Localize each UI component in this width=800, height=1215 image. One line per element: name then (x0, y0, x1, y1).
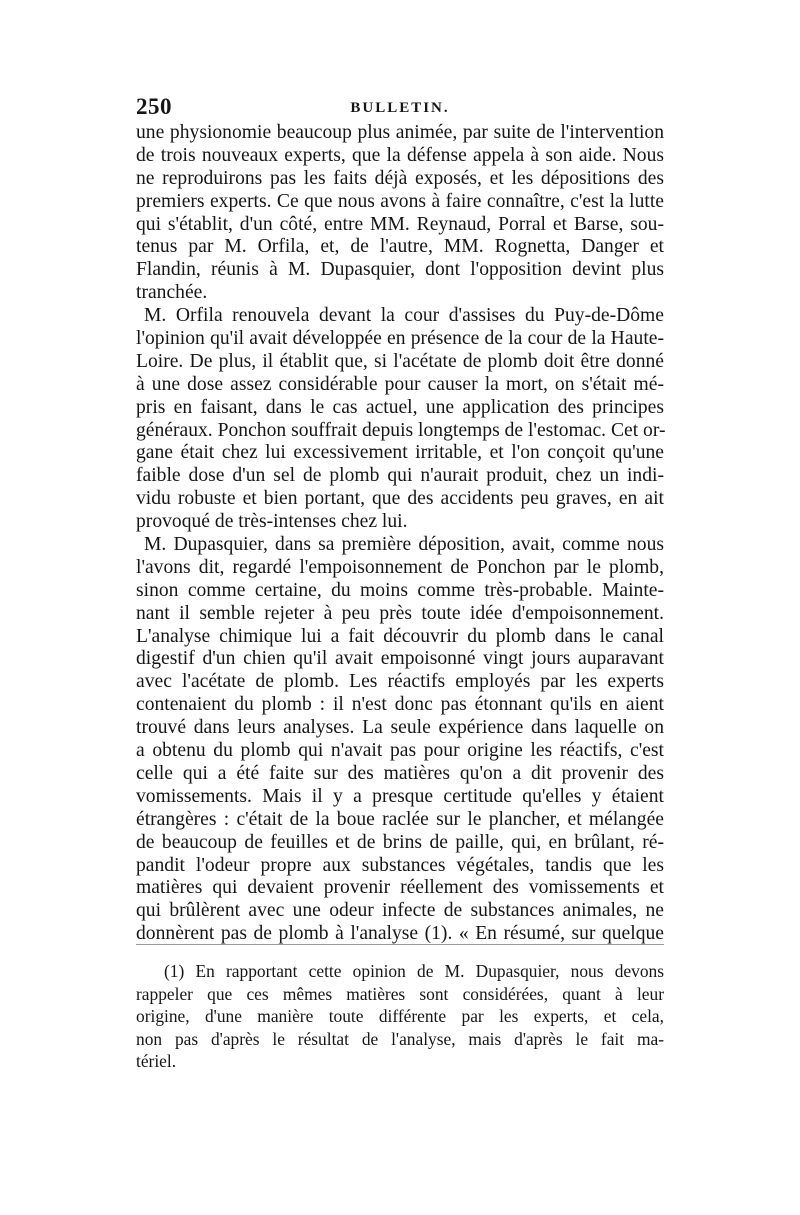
footnote-line: (1) En rapportant cette opinion de M. Dupasquier, nous devons (164, 961, 664, 981)
text-line: donnèrent pas de plomb à l'analyse (1). « En résumé, sur quelque (136, 923, 664, 945)
text-line: vomissements. Mais il y a presque certitude qu'elles y étaient (136, 785, 664, 807)
text-line: faible dose d'un sel de plomb qui n'aurait produit, chez un indi- (136, 465, 664, 487)
text-line: de beaucoup de feuilles et de brins de paille, qui, en brûlant, ré- (136, 831, 664, 853)
text-line: provoqué de très-intenses chez lui. (136, 511, 408, 533)
text-line: généraux. Ponchon souffrait depuis longtemps de l'estomac. Cet or- (136, 419, 666, 441)
text-line: gane était chez lui excessivement irritable, et l'on conçoit qu'une (136, 442, 664, 464)
text-line: pandit l'odeur propre aux substances végétales, tandis que les (136, 854, 664, 876)
main-text (136, 122, 664, 946)
text-line: qui s'établit, d'un côté, entre MM. Reynaud, Porral et Barse, sou- (136, 213, 664, 235)
text-line: étrangères : c'était de la boue raclée sur le plancher, et mélangée (136, 808, 664, 830)
footnote-line: non pas d'après le résultat de l'analyse, mais d'après le fait ma- (136, 1028, 664, 1049)
footnote-line: tériel. (136, 1051, 177, 1071)
page-header (136, 94, 664, 124)
text-line: vidu robuste et bien portant, que des accidents peu graves, en ait (136, 488, 664, 510)
text-line: une physionomie beaucoup plus animée, par suite de l'intervention (136, 122, 664, 143)
text-line: premiers experts. Ce que nous avons à faire connaître, c'est la lutte (136, 190, 664, 212)
text-line: tranchée. (136, 282, 208, 304)
text-line: pris en faisant, dans le cas actuel, une application des principes (136, 396, 664, 418)
text-line: l'avons dit, regardé l'empoisonnement de Ponchon par le plomb, (136, 556, 664, 578)
text-line: M. Orfila renouvela devant la cour d'assises du Puy-de-Dôme (144, 305, 664, 327)
text-line: l'opinion qu'il avait développée en présence de la cour de la Haute- (136, 328, 664, 350)
page-number: 250 (136, 94, 172, 119)
text-line: Loire. De plus, il établit que, si l'acétate de plomb doit être donné (136, 350, 664, 372)
text-line: nant il semble rejeter à peu près toute idée d'empoisonnement. (136, 602, 664, 624)
running-title: BULLETIN. (350, 100, 450, 116)
text-line: ne reproduirons pas les faits déjà exposés, et les dépositions des (136, 167, 664, 189)
text-line: L'analyse chimique lui a fait découvrir du plomb dans le canal (136, 625, 664, 647)
text-line: de trois nouveaux experts, que la défense appela à son aide. Nous (136, 144, 664, 166)
footnote-line: rappeler que ces mêmes matières sont considérées, quant à leur (136, 983, 664, 1004)
footnote (136, 960, 664, 1073)
footnote-divider (136, 944, 664, 945)
footnote-line: origine, d'une manière toute différente par les experts, et cela, (136, 1006, 664, 1026)
text-line: celle qui a été faite sur des matières qu'on a dit provenir des (136, 762, 664, 784)
text-line: tenus par M. Orfila, et, de l'autre, MM. Rognetta, Danger et (136, 236, 664, 258)
text-line: trouvé dans leurs analyses. La seule expérience dans laquelle on (136, 717, 664, 739)
text-line: digestif d'un chien qu'il avait empoisonné vingt jours auparavant (136, 648, 664, 670)
text-line: contenaient du plomb : il n'est donc pas étonnant qu'ils en aient (136, 694, 664, 716)
text-line: avec l'acétate de plomb. Les réactifs employés par les experts (136, 671, 664, 693)
text-line: a obtenu du plomb qui n'avait pas pour origine les réactifs, c'est (136, 740, 664, 762)
text-line: à une dose assez considérable pour causer la mort, on s'était mé- (136, 373, 664, 395)
text-line: Flandin, réunis à M. Dupasquier, dont l'opposition devint plus (136, 259, 664, 281)
text-line: qui brûlèrent avec une odeur infecte de substances animales, ne (136, 900, 664, 922)
text-line: sinon comme certaine, du moins comme très-probable. Mainte- (136, 579, 664, 601)
text-line: matières qui devaient provenir réellement des vomissements et (136, 877, 664, 899)
text-line: M. Dupasquier, dans sa première déposition, avait, comme nous (144, 534, 664, 556)
